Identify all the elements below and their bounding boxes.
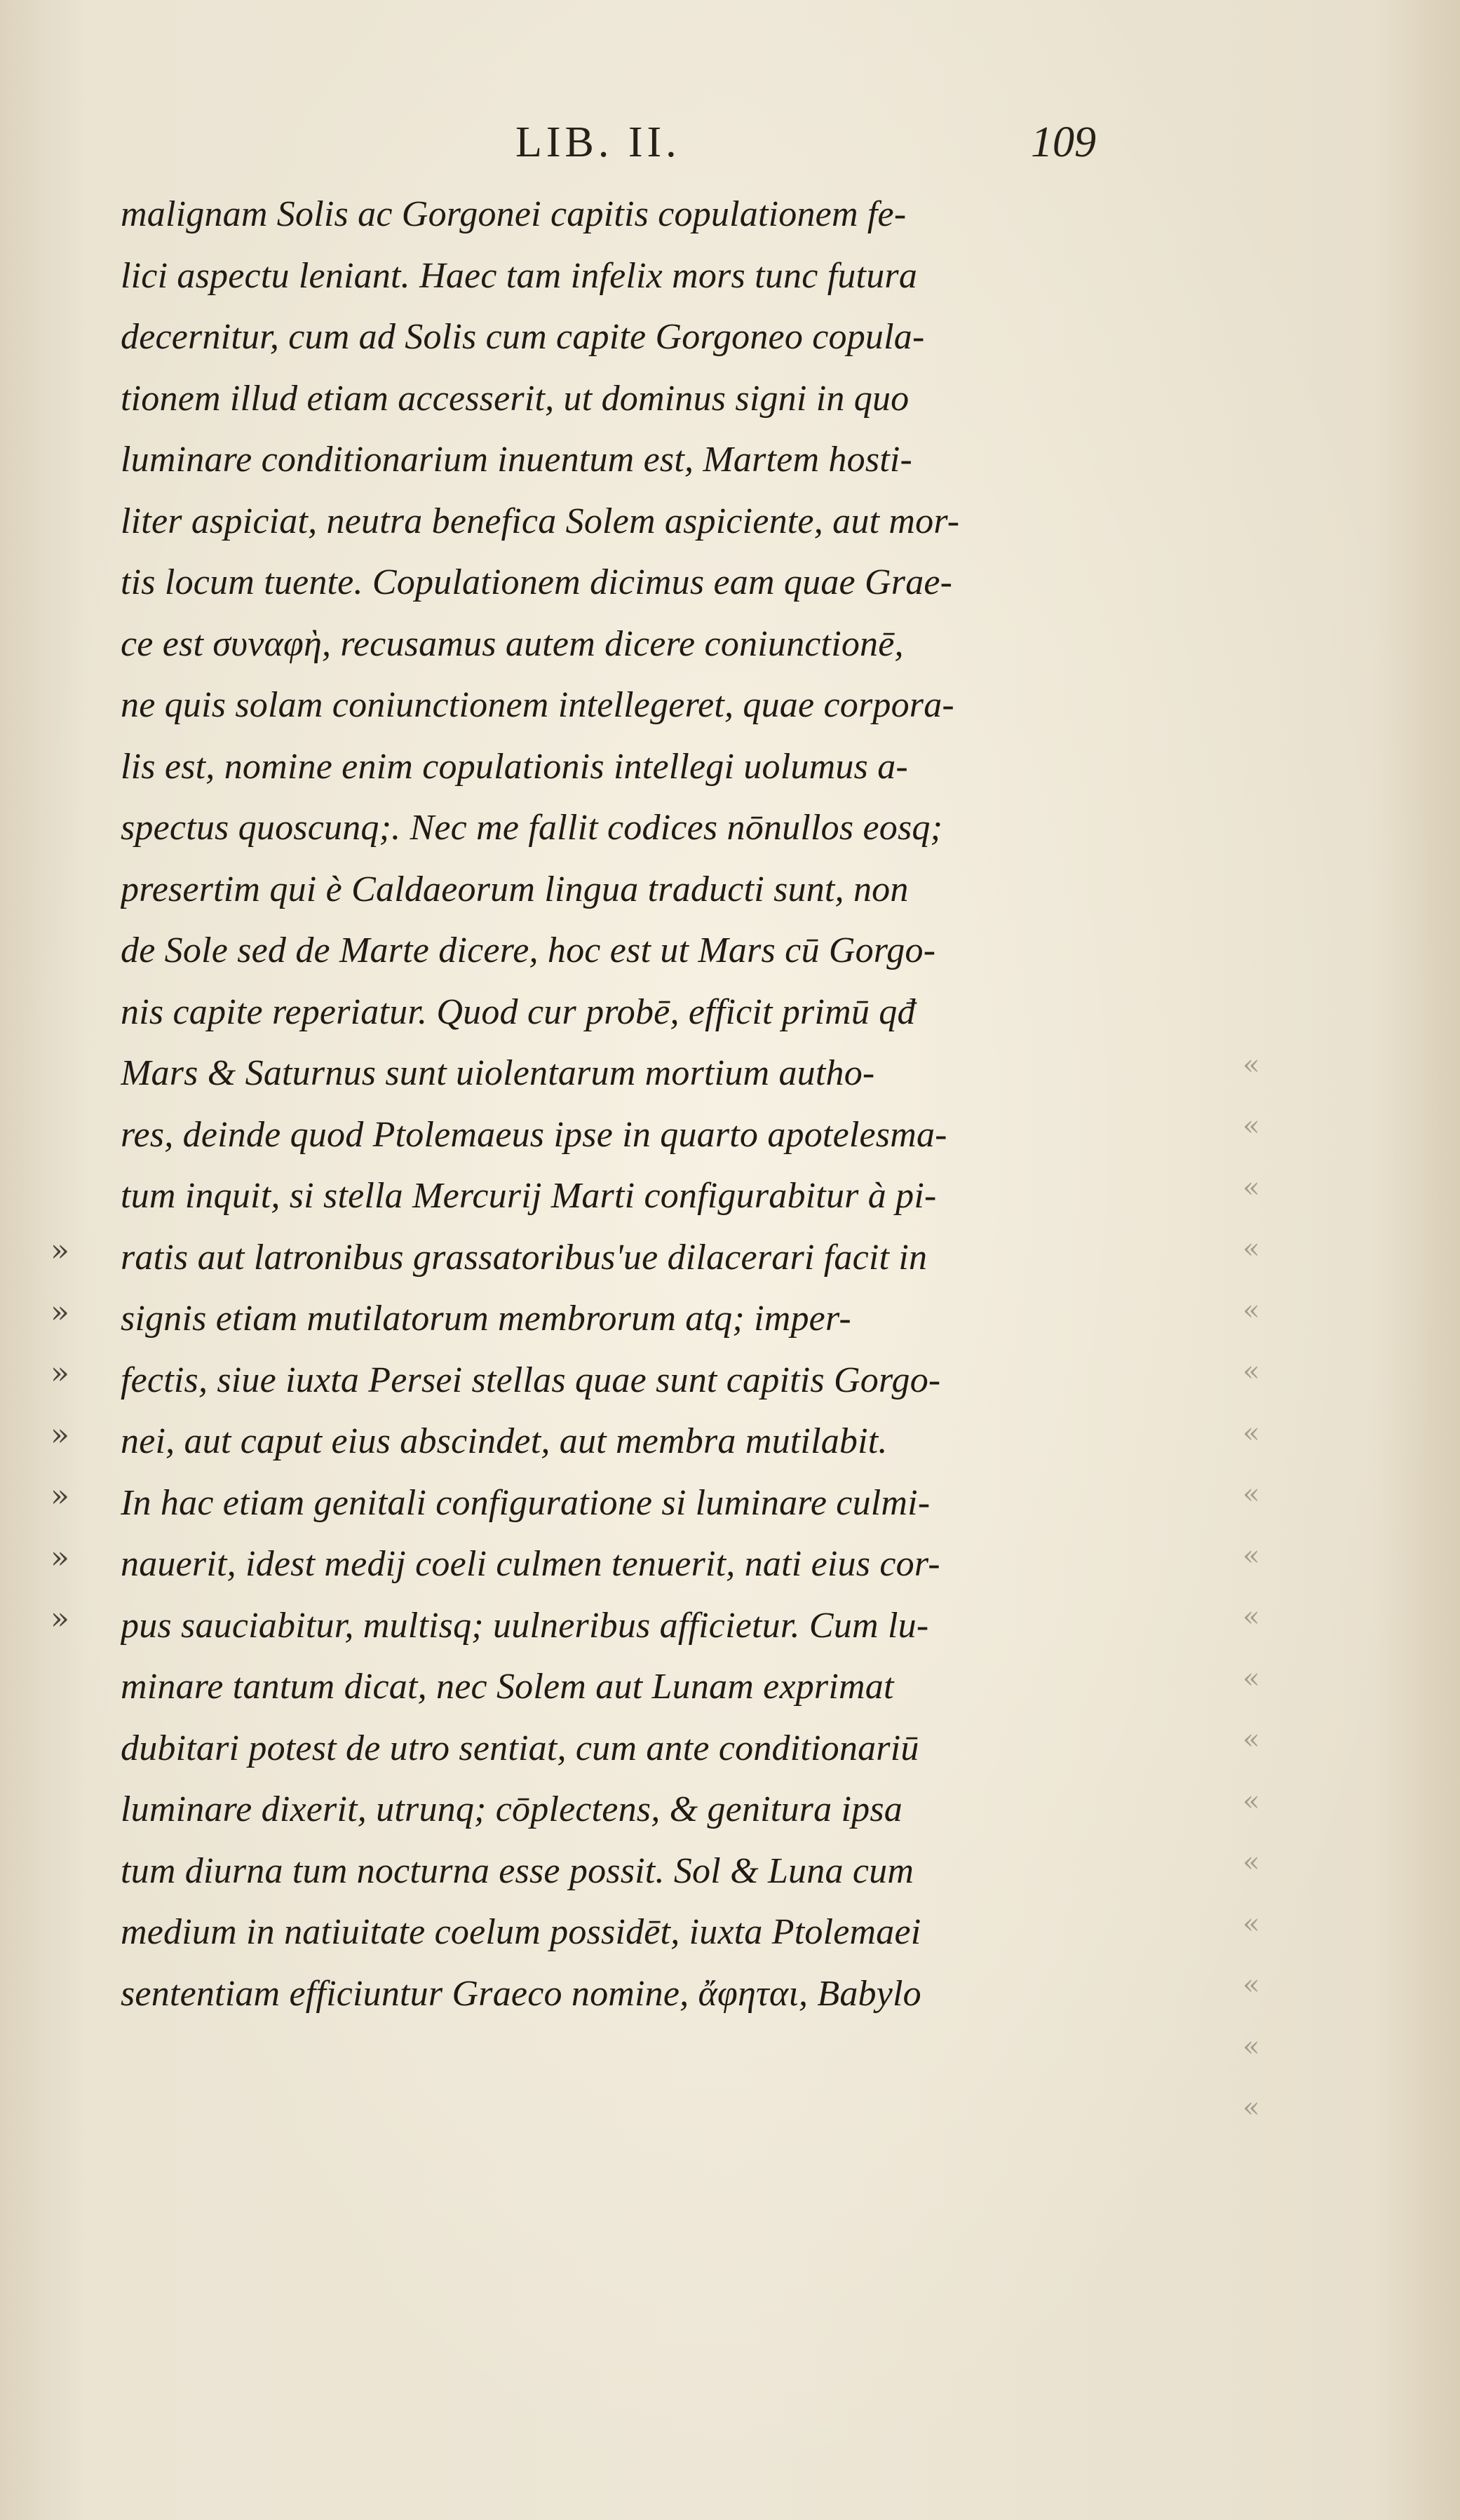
right-quote-mark: «	[1243, 1908, 1260, 1940]
running-head: LIB. II.	[515, 118, 681, 166]
left-quote-mark: »	[50, 1601, 69, 1637]
text-line: pus sauciabitur, multisq; uulneribus afficietur. Cum lu-	[121, 1605, 929, 1646]
right-quote-mark: «	[1243, 1110, 1260, 1142]
right-quote-mark: «	[1243, 1846, 1260, 1878]
text-line: medium in natiuitate coelum possidēt, iuxta Ptolemaei	[121, 1912, 921, 1952]
text-line: tum inquit, si stella Mercurij Marti configurabitur à pi-	[121, 1176, 937, 1216]
right-quote-mark: «	[1243, 1172, 1260, 1204]
text-line: minare tantum dicat, nec Solem aut Lunam exprimat	[121, 1667, 894, 1707]
right-quote-mark: «	[1243, 1969, 1260, 2001]
text-line: fectis, siue iuxta Persei stellas quae sunt capitis Gorgo-	[121, 1360, 941, 1400]
text-line: lici aspectu leniant. Haec tam infelix mors tunc futura	[121, 255, 918, 296]
text-line: de Sole sed de Marte dicere, hoc est ut Mars cū Gorgo-	[121, 930, 936, 970]
right-quote-mark: «	[1243, 1417, 1260, 1449]
right-quote-mark: «	[1243, 1355, 1260, 1388]
right-quote-mark: «	[1243, 1723, 1260, 1756]
text-line: presertim qui è Caldaeorum lingua traducti sunt, non	[121, 869, 909, 909]
right-quote-mark: «	[1243, 2092, 1260, 2124]
right-quote-mark: «	[1243, 1049, 1260, 1081]
text-line: nauerit, idest medij coeli culmen tenuerit, nati eius cor-	[121, 1544, 940, 1584]
text-line: res, deinde quod Ptolemaeus ipse in quarto apotelesma-	[121, 1114, 947, 1155]
text-line: ratis aut latronibus grassatoribus'ue dilacerari facit in	[121, 1237, 928, 1278]
text-line: nei, aut caput eius abscindet, aut membra mutilabit.	[121, 1421, 888, 1461]
right-quote-mark: «	[1243, 1233, 1260, 1265]
text-line: liter aspiciat, neutra benefica Solem aspiciente, aut mor-	[121, 501, 960, 541]
text-line: tis locum tuente. Copulationem dicimus eam quae Grae-	[121, 562, 953, 602]
text-line: tionem illud etiam accesserit, ut dominus signi in quo	[121, 378, 910, 419]
text-line: sententiam efficiuntur Graeco nomine, ἄφηται, Babylo	[121, 1973, 921, 2014]
right-quote-mark: «	[1243, 1478, 1260, 1510]
left-quote-mark: »	[50, 1540, 69, 1576]
text-line: signis etiam mutilatorum membrorum atq; imper-	[121, 1299, 851, 1339]
text-line: ne quis solam coniunctionem intellegeret, quae corpora-	[121, 685, 954, 725]
text-line: dubitari potest de utro sentiat, cum ante conditionariū	[121, 1728, 919, 1768]
left-quote-mark: »	[50, 1233, 69, 1268]
page-number: 109	[1031, 118, 1096, 166]
right-quote-mark: «	[1243, 1785, 1260, 1817]
text-line: tum diurna tum nocturna esse possit. Sol & Luna cum	[121, 1850, 914, 1891]
left-quote-mark: »	[50, 1355, 69, 1391]
left-quote-mark: »	[50, 1417, 69, 1453]
right-quote-mark: «	[1243, 1540, 1260, 1572]
text-line: lis est, nomine enim copulationis intellegi uolumus a-	[121, 746, 908, 787]
text-line: decernitur, cum ad Solis cum capite Gorgoneo copula-	[121, 317, 925, 357]
right-quote-mark: «	[1243, 1662, 1260, 1695]
body-text	[121, 184, 1243, 2024]
right-quote-mark: «	[1243, 2031, 1260, 2063]
text-line: luminare conditionarium inuentum est, Martem hosti-	[121, 440, 913, 480]
left-quote-mark: »	[50, 1294, 69, 1330]
text-line: Mars & Saturnus sunt uiolentarum mortium autho-	[121, 1053, 875, 1093]
right-quote-mark: «	[1243, 1601, 1260, 1633]
left-quote-mark: »	[50, 1478, 69, 1514]
right-quote-mark: «	[1243, 1294, 1260, 1327]
text-line: malignam Solis ac Gorgonei capitis copulationem fe-	[121, 194, 907, 234]
page-header	[0, 118, 1460, 174]
text-line: spectus quoscunq;. Nec me fallit codices nōnullos eosq;	[121, 808, 943, 848]
text-line: ce est συναφὴ, recusamus autem dicere coniunctionē,	[121, 623, 904, 664]
text-line: luminare dixerit, utrunq; cōplectens, & genitura ipsa	[121, 1789, 903, 1829]
text-line: In hac etiam genitali configuratione si luminare culmi-	[121, 1482, 931, 1523]
text-line: nis capite reperiatur. Quod cur probē, efficit primū qđ	[121, 991, 916, 1032]
